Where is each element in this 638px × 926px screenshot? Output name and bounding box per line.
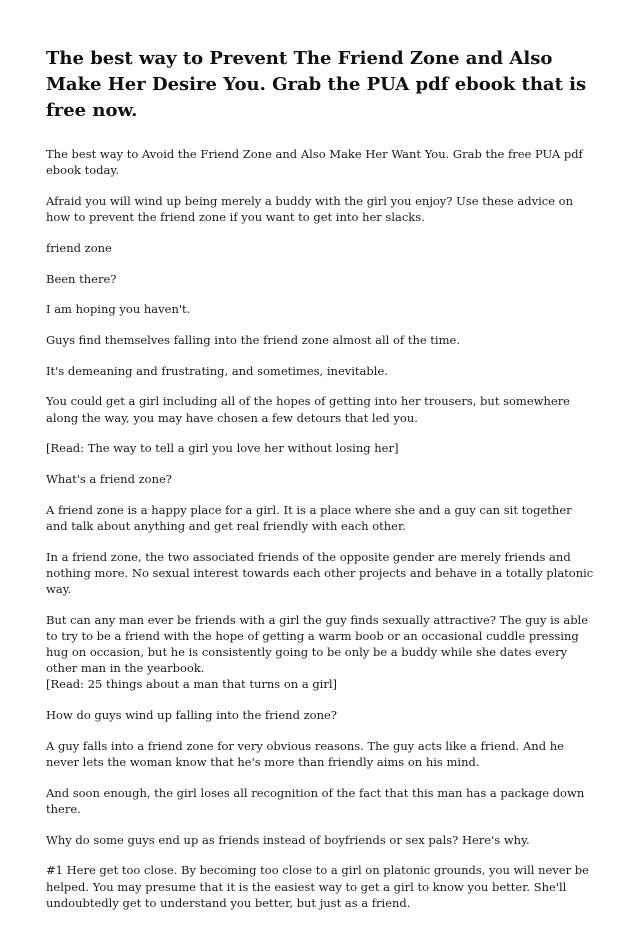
intro-paragraph: The best way to Avoid the Friend Zone and Also Make Her Want You. Grab the free PUA pdf ebook today.: [46, 147, 583, 178]
document-title: The best way to Prevent The Friend Zone and Also Make Her Desire You. Grab the PUA pdf ebook that is free now.: [46, 48, 587, 121]
body-paragraph: I am hoping you haven't.: [46, 302, 191, 317]
subheading-friend-zone: friend zone: [46, 240, 112, 255]
numbered-point: #1 Here get too close. By becoming too close to a girl on platonic grounds, you will never be helped. You may presume that it is the easiest way to get a girl to know you better. She'll undoubtedly get to understand you better, but just as a friend.: [46, 863, 589, 910]
body-paragraph: It's demeaning and frustrating, and sometimes, inevitable.: [46, 363, 388, 378]
section-question: How do guys wind up falling into the friend zone?: [46, 708, 337, 723]
read-more-reference: [Read: The way to tell a girl you love her without losing her]: [46, 441, 399, 456]
body-paragraph: In a friend zone, the two associated friends of the opposite gender are merely friends and nothing more. No sexual interest towards each other projects and behave in a totally platonic way.: [46, 549, 594, 596]
body-paragraph: And soon enough, the girl loses all recognition of the fact that this man has a package down there.: [46, 785, 585, 816]
document-page: [46, 46, 594, 926]
body-paragraph: A friend zone is a happy place for a girl. It is a place where she and a guy can sit together and talk about anything and get real friendly with each other.: [46, 502, 572, 533]
body-paragraph: Guys find themselves falling into the friend zone almost all of the time.: [46, 332, 460, 347]
body-paragraph: Been there?: [46, 271, 117, 286]
section-question: What's a friend zone?: [46, 471, 172, 486]
body-paragraph: A guy falls into a friend zone for very obvious reasons. The guy acts like a friend. And he never lets the woman know that he's more than friendly aims on his mind.: [46, 738, 564, 770]
body-paragraph: You could get a girl including all of the hopes of getting into her trousers, but somewhere along the way, you may have chosen a few detours that led you.: [46, 394, 570, 425]
read-more-reference: [Read: 25 things about a man that turns on a girl]: [46, 677, 338, 692]
body-paragraph: Afraid you will wind up being merely a buddy with the girl you enjoy? Use these advice on how to prevent the friend zone if you want to get into her slacks.: [46, 193, 574, 225]
body-paragraph: Why do some guys end up as friends instead of boyfriends or sex pals? Here's why.: [46, 832, 530, 847]
body-paragraph: But can any man ever be friends with a girl the guy finds sexually attractive? The guy is able to try to be a friend with the hope of getting a warm boob or an occasional cuddle pressing hug on occasion, but he is consistently going to be only be a buddy while she dates every other man in the yearbook.: [46, 612, 589, 676]
